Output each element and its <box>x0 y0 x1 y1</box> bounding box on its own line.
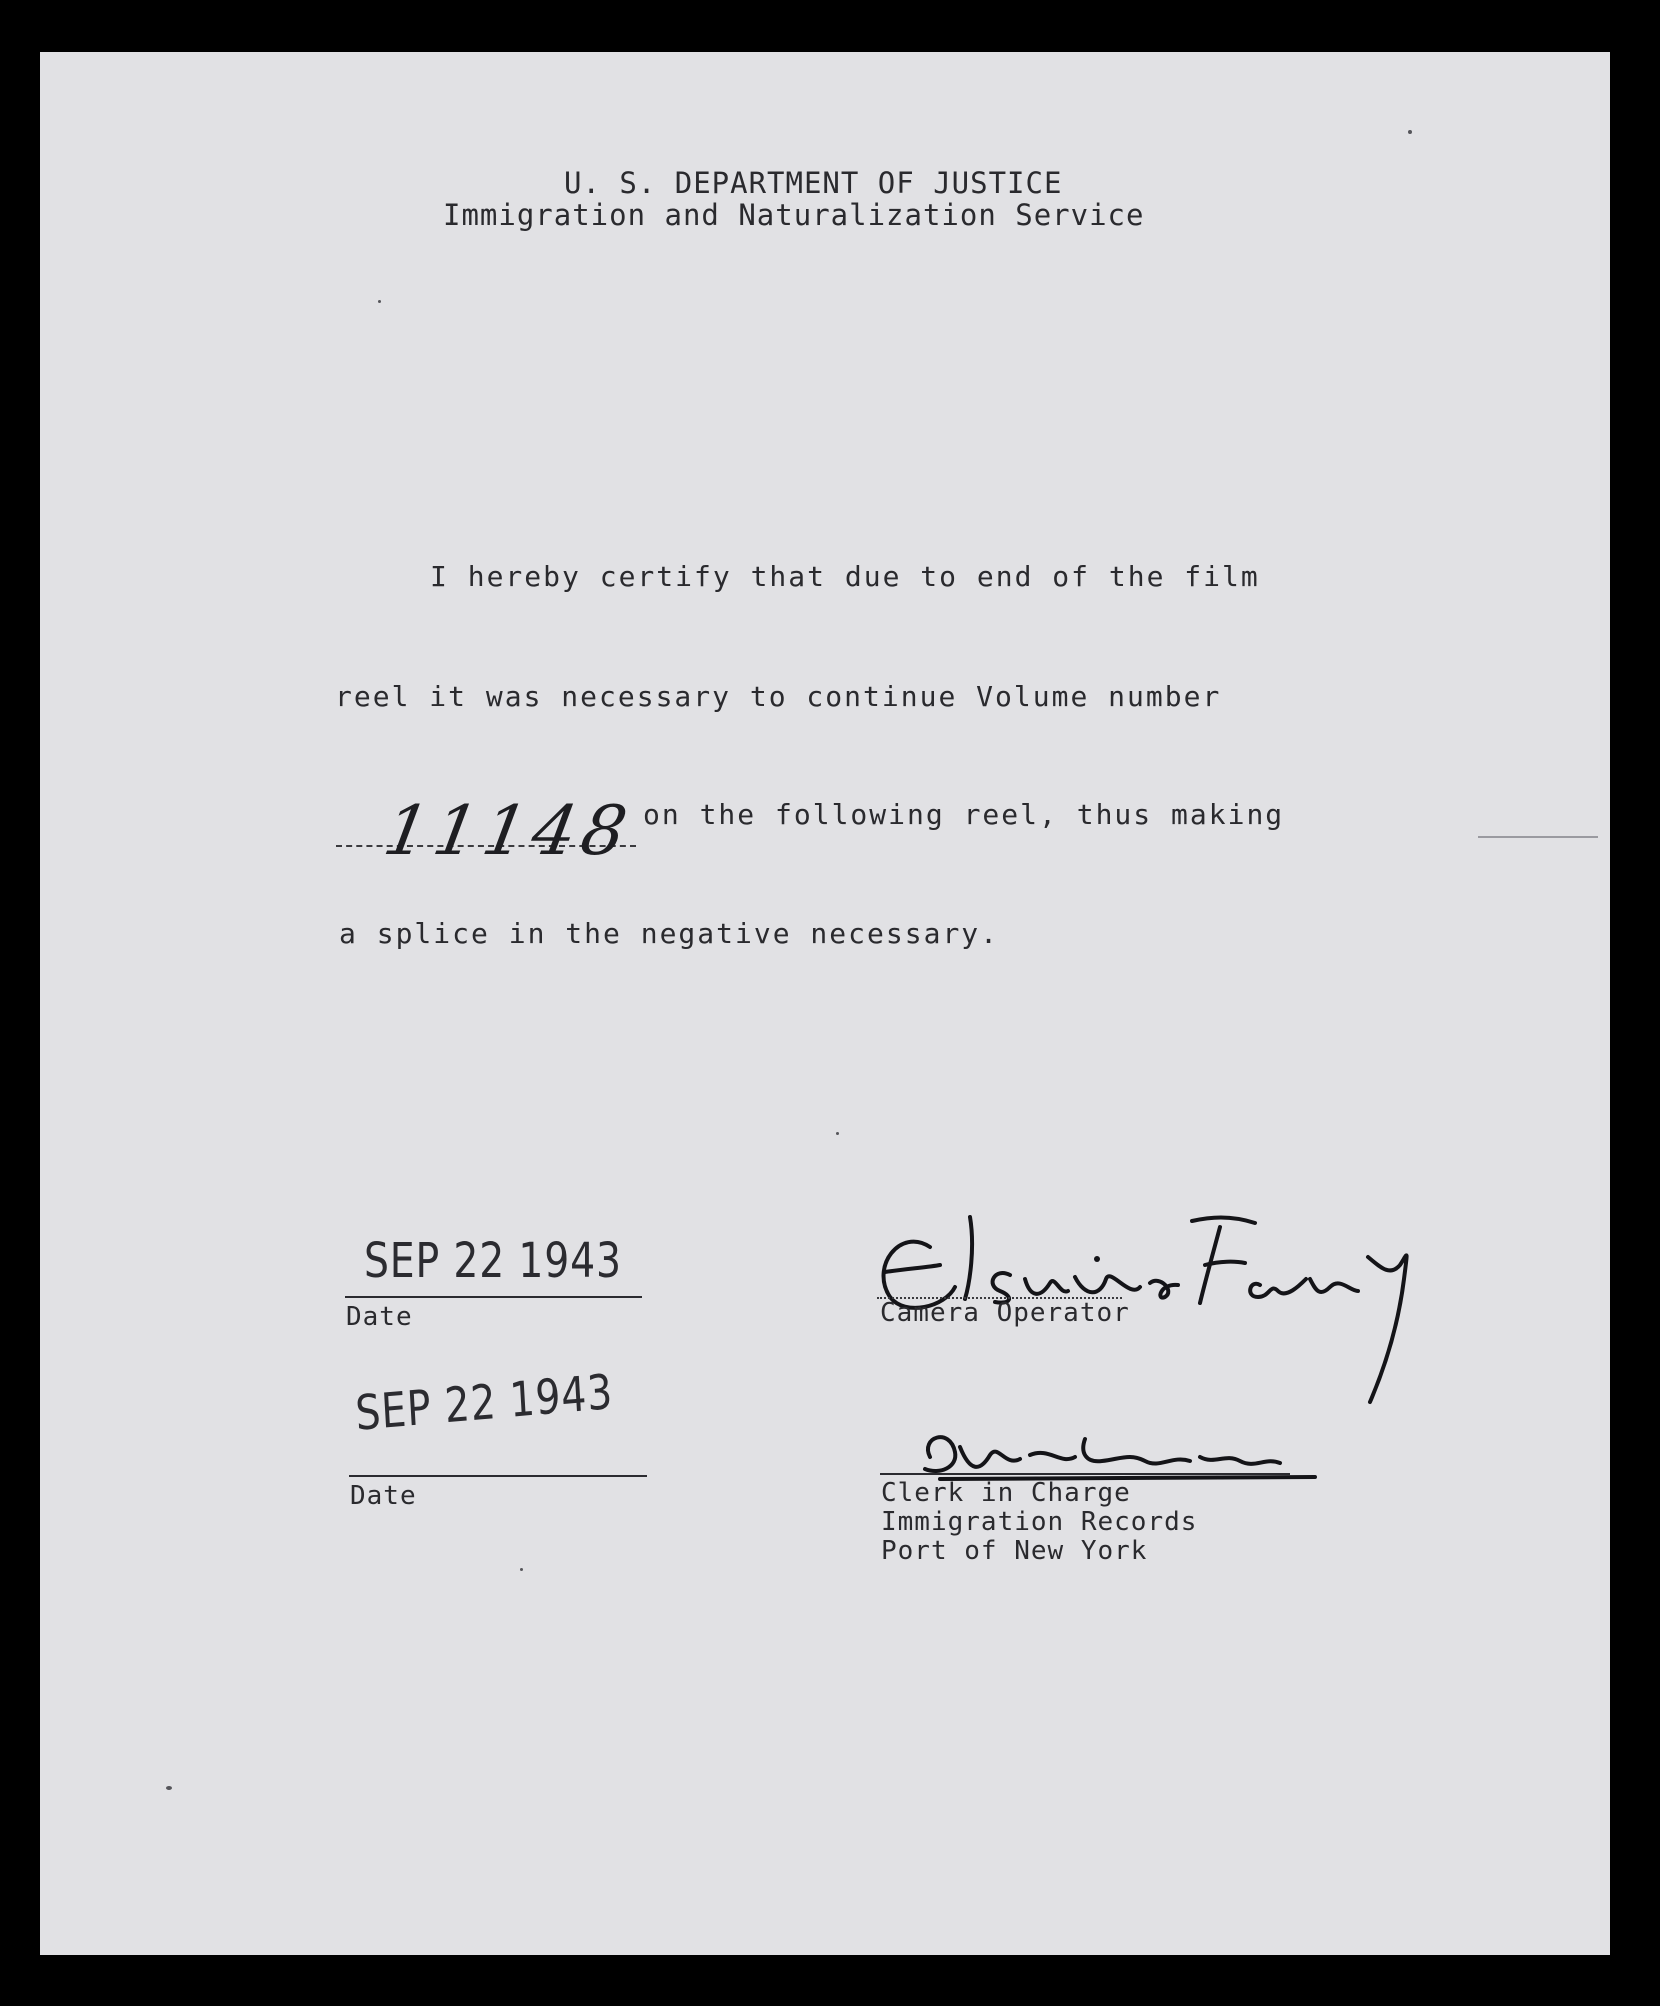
date-rule-2 <box>349 1475 647 1477</box>
paper-speck <box>520 1568 523 1571</box>
certification-line-3: on the following reel, thus making <box>643 798 1285 831</box>
agency-heading: U. S. DEPARTMENT OF JUSTICE <box>564 166 1063 200</box>
date-label-1: Date <box>346 1302 413 1332</box>
date-stamp-1: SEP 22 1943 <box>364 1233 622 1289</box>
certification-line-2: reel it was necessary to continue Volume number <box>335 680 1222 713</box>
certification-line-4: a splice in the negative necessary. <box>339 917 1000 950</box>
certification-line-1: I hereby certify that due to end of the film <box>430 560 1260 593</box>
date-stamp-2: SEP 22 1943 <box>354 1364 615 1442</box>
date-label-2: Date <box>350 1481 417 1511</box>
clerk-rule <box>880 1473 1290 1475</box>
clerk-title-line-2: Immigration Records <box>881 1507 1198 1537</box>
date-rule-1 <box>345 1296 642 1298</box>
document-page <box>40 52 1610 1955</box>
clerk-title-line-1: Clerk in Charge <box>881 1478 1131 1508</box>
camera-operator-label: Camera Operator <box>880 1298 1130 1328</box>
clerk-title-line-3: Port of New York <box>881 1536 1148 1566</box>
paper-speck <box>836 1132 839 1135</box>
volume-number-handwritten: 11148 <box>378 792 639 871</box>
margin-mark <box>1478 836 1598 838</box>
paper-speck <box>1408 130 1412 134</box>
paper-speck <box>166 1786 172 1790</box>
service-heading: Immigration and Naturalization Service <box>443 198 1145 232</box>
paper-speck <box>378 300 381 303</box>
